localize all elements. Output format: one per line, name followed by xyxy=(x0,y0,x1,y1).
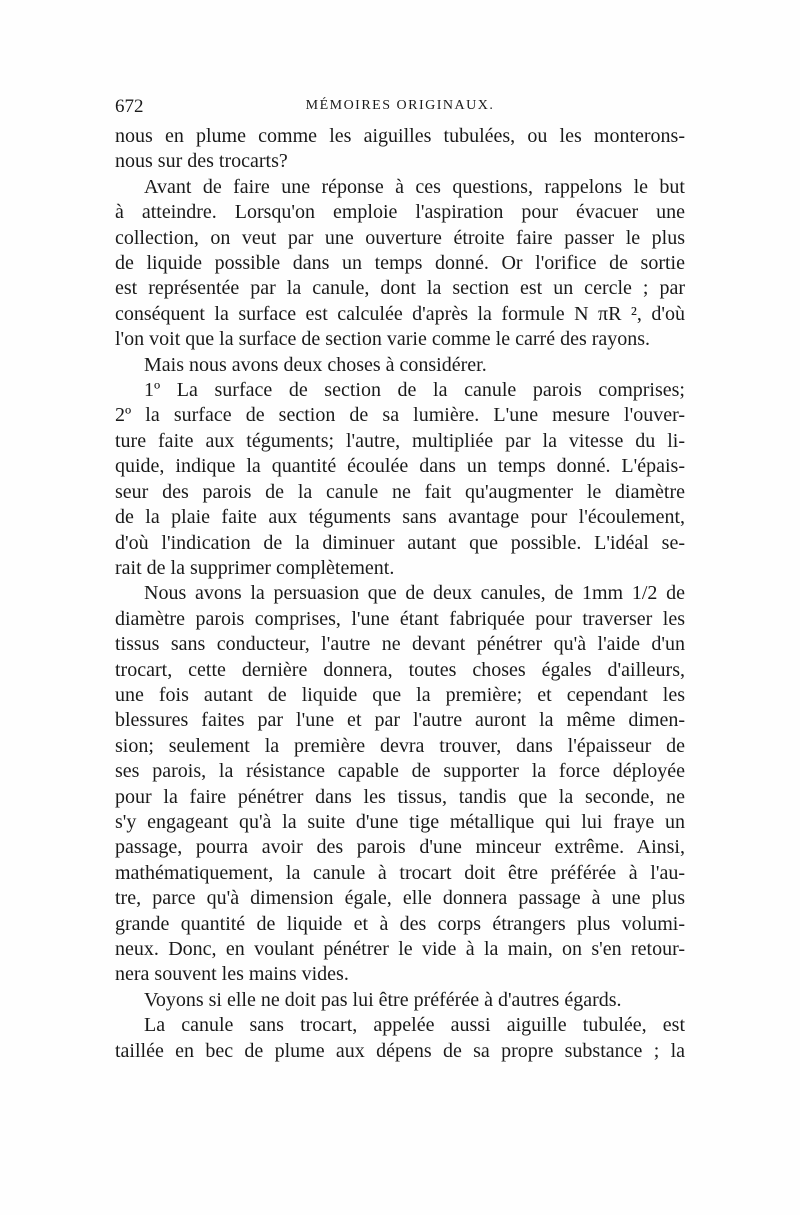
running-title: MÉMOIRES ORIGINAUX. xyxy=(305,98,495,113)
text-line: collection, on veut par une ouverture étroite faire passer le plus xyxy=(115,226,685,249)
body-text xyxy=(115,124,685,1064)
text-line: Mais nous avons deux choses à considérer. xyxy=(144,353,487,376)
text-line: l'on voit que la surface de section varie comme le carré des rayons. xyxy=(115,328,651,351)
text-line: quide, indique la quantité écoulée dans un temps donné. L'épais- xyxy=(115,455,685,478)
text-line: d'où l'indication de la diminuer autant que possible. L'idéal se- xyxy=(115,531,685,554)
text-line: trocart, cette dernière donnera, toutes choses égales d'ailleurs, xyxy=(115,658,685,681)
text-line: rait de la supprimer complètement. xyxy=(115,556,395,579)
text-line: nous en plume comme les aiguilles tubulées, ou les monterons- xyxy=(115,125,685,147)
text-line: tissus sans conducteur, l'autre ne devant pénétrer qu'à l'aide d'un xyxy=(115,633,685,656)
text-line: taillée en bec de plume aux dépens de sa propre substance ; la xyxy=(115,1039,685,1062)
text-line: Avant de faire une réponse à ces questions, rappelons le but xyxy=(144,175,685,198)
text-line: Voyons si elle ne doit pas lui être préférée à d'autres égards. xyxy=(144,988,622,1011)
text-line: mathématiquement, la canule à trocart doit être préférée à l'au- xyxy=(115,861,685,884)
text-line: une fois autant de liquide que la première; et cependant les xyxy=(115,683,685,706)
text-line: seur des parois de la canule ne fait qu'augmenter le diamètre xyxy=(115,480,685,503)
text-line: grande quantité de liquide et à des corps étrangers plus volumi- xyxy=(115,912,685,935)
text-line: de liquide possible dans un temps donné. Or l'orifice de sortie xyxy=(115,252,685,275)
text-line: tre, parce qu'à dimension égale, elle donnera passage à une plus xyxy=(115,887,685,910)
page-header xyxy=(115,96,685,122)
text-line: s'y engageant qu'à la suite d'une tige métallique qui lui fraye un xyxy=(115,810,685,833)
text-line: nous sur des trocarts? xyxy=(115,150,288,173)
text-line: sion; seulement la première devra trouver, dans l'épaisseur de xyxy=(115,734,685,757)
text-line: de la plaie faite aux téguments sans avantage pour l'écoulement, xyxy=(115,506,685,529)
text-line: passage, pourra avoir des parois d'une minceur extrême. Ainsi, xyxy=(115,836,685,859)
text-line: diamètre parois comprises, l'une étant fabriquée pour traverser les xyxy=(115,607,685,630)
text-line: Nous avons la persuasion que de deux canules, de 1mm 1/2 de xyxy=(144,582,685,605)
text-line: 1º La surface de section de la canule parois comprises; xyxy=(144,379,685,402)
text-line: conséquent la surface est calculée d'après la formule N πR ², d'où xyxy=(115,302,685,325)
text-line: nera souvent les mains vides. xyxy=(115,963,349,986)
text-line: neux. Donc, en voulant pénétrer le vide à la main, on s'en retour- xyxy=(115,938,685,960)
text-line: à atteindre. Lorsqu'on emploie l'aspiration pour évacuer une xyxy=(115,201,685,224)
text-line: 2º la surface de section de sa lumière. L'une mesure l'ouver- xyxy=(115,404,685,427)
text-line: pour la faire pénétrer dans les tissus, tandis que la seconde, ne xyxy=(115,785,685,808)
text-line: ses parois, la résistance capable de supporter la force déployée xyxy=(115,760,685,783)
page-number: 672 xyxy=(115,96,144,117)
text-line: blessures faites par l'une et par l'autre auront la même dimen- xyxy=(115,709,685,732)
text-line: ture faite aux téguments; l'autre, multipliée par la vitesse du li- xyxy=(115,429,685,452)
text-line: La canule sans trocart, appelée aussi aiguille tubulée, est xyxy=(144,1014,685,1037)
text-line: est représentée par la canule, dont la section est un cercle ; par xyxy=(115,277,685,300)
